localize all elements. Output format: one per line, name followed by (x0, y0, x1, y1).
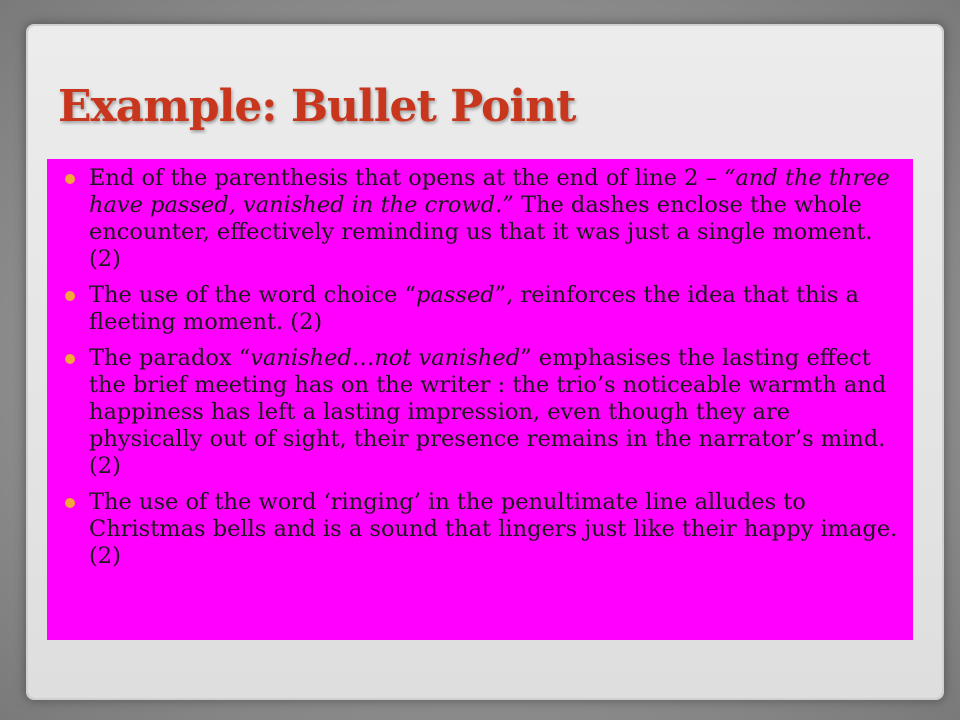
slide-title: Example: Bullet Point (58, 81, 576, 132)
quote-italic: passed (416, 282, 495, 308)
bullet-text-segment: The dashes enclose the whole encounter, effectively reminding us that it was just a single moment.(2) (89, 192, 873, 272)
bullet-text-segment: ”, reinforces the idea that this a fleeting moment. (2) (89, 282, 859, 335)
content-box (47, 159, 913, 640)
quote-italic: “and the three have passed, vanished in the crowd.” (89, 165, 890, 218)
bullet-item (63, 165, 901, 273)
bullet-dot-icon (65, 174, 75, 184)
bullet-text-segment: End of the parenthesis that opens at the end of line 2 – (89, 165, 724, 191)
bullet-dot-icon (65, 498, 75, 508)
bullet-text-segment: The paradox “ (89, 345, 251, 371)
bullet-dot-icon (65, 354, 75, 364)
bullet-text (89, 345, 886, 479)
bullet-text-segment: ” emphasises the lasting effect the brief meeting has on the writer : the trio’s noticeable warmth and happiness has left a lasting impression, even though they are physically out of sight, their presence remains in the narrator’s mind. (2) (89, 345, 887, 479)
bullet-dot-icon (65, 291, 75, 301)
bullet-item (63, 489, 901, 570)
quote-italic: vanished…not vanished (250, 345, 521, 371)
bullet-text-segment: The use of the word choice “ (89, 282, 417, 308)
bullet-text (89, 489, 897, 569)
bullet-item (63, 345, 901, 480)
bullet-text-segment: The use of the word ‘ringing’ in the penultimate line alludes to Christmas bells and is a sound that lingers just like their happy image. (2) (89, 489, 898, 569)
bullet-item (63, 282, 901, 336)
bullet-text (89, 165, 890, 272)
bullet-text (89, 282, 859, 335)
bullet-list (63, 165, 901, 570)
